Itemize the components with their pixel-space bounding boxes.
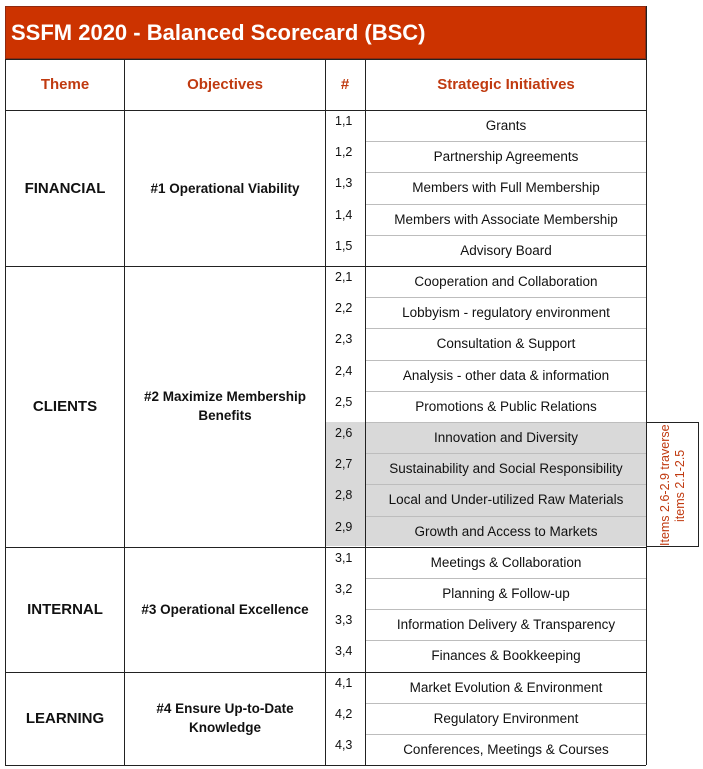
initiative-number: 3,4 bbox=[335, 644, 353, 659]
header-theme: Theme bbox=[40, 76, 90, 93]
initiative-label: Lobbyism - regulatory environment bbox=[402, 305, 610, 321]
initiative-number: 1,2 bbox=[335, 145, 353, 160]
row-divider bbox=[366, 453, 646, 454]
row-divider bbox=[366, 360, 646, 361]
theme-cell: LEARNING bbox=[25, 709, 105, 727]
initiative-label: Innovation and Diversity bbox=[433, 430, 579, 445]
initiative-number: 2,2 bbox=[335, 301, 353, 316]
row-divider bbox=[366, 640, 646, 641]
row-divider bbox=[366, 141, 646, 142]
initiative-label: Members with Full Membership bbox=[412, 180, 600, 196]
objective-cell: #1 Operational Viability bbox=[150, 180, 300, 196]
row-divider bbox=[366, 422, 646, 423]
initiative-label: Grants bbox=[485, 118, 527, 133]
row-divider bbox=[366, 328, 646, 329]
initiative-label: Partnership Agreements bbox=[433, 149, 579, 165]
row-divider bbox=[366, 204, 646, 205]
initiative-number: 4,1 bbox=[335, 675, 353, 690]
scorecard-title: SSFM 2020 - Balanced Scorecard (BSC) bbox=[5, 6, 646, 59]
column-border bbox=[365, 59, 366, 765]
column-border bbox=[325, 59, 326, 765]
theme-cell: FINANCIAL bbox=[24, 179, 106, 197]
initiative-number: 3,2 bbox=[335, 582, 353, 596]
initiative-number: 1,4 bbox=[335, 207, 353, 222]
initiative-label: Planning & Follow-up bbox=[442, 586, 570, 601]
initiative-label: Consultation & Support bbox=[436, 336, 576, 352]
row-divider bbox=[366, 172, 646, 173]
initiative-number: 1,1 bbox=[335, 114, 353, 128]
row-divider bbox=[366, 734, 646, 735]
initiative-number: 2,6 bbox=[335, 426, 353, 440]
row-divider bbox=[366, 609, 646, 610]
initiative-label: Growth and Access to Markets bbox=[414, 523, 598, 539]
initiative-label: Promotions & Public Relations bbox=[415, 398, 597, 414]
objective-cell: #2 Maximize Membership Benefits bbox=[143, 389, 307, 424]
side-note-box bbox=[646, 422, 699, 547]
objective-cell: #4 Ensure Up-to-Date Knowledge bbox=[156, 701, 294, 736]
theme-cell: CLIENTS bbox=[32, 397, 98, 415]
initiative-label: Advisory Board bbox=[460, 242, 552, 258]
initiative-number: 4,3 bbox=[335, 738, 353, 752]
initiative-label: Members with Associate Membership bbox=[394, 211, 618, 227]
row-divider bbox=[366, 516, 646, 517]
initiative-number: 2,3 bbox=[335, 332, 353, 347]
objective-cell: #3 Operational Excellence bbox=[141, 601, 309, 617]
initiative-number: 2,4 bbox=[335, 363, 353, 378]
initiative-number: 3,3 bbox=[335, 613, 353, 628]
header-strategic-initiatives: Strategic Initiatives bbox=[437, 76, 575, 93]
initiative-label: Conferences, Meetings & Courses bbox=[403, 742, 609, 757]
side-note-text: Items 2.6-2.9 traverse items 2.1-2.5 bbox=[657, 424, 687, 547]
initiative-label: Regulatory Environment bbox=[433, 710, 579, 726]
initiative-number: 2,7 bbox=[335, 457, 353, 472]
initiative-label: Finances & Bookkeeping bbox=[431, 648, 581, 664]
column-border bbox=[124, 59, 125, 765]
column-border bbox=[5, 59, 6, 765]
row-divider bbox=[366, 391, 646, 392]
column-border bbox=[646, 6, 647, 765]
row-divider bbox=[366, 703, 646, 704]
initiative-number: 2,1 bbox=[335, 270, 353, 284]
initiative-number: 3,1 bbox=[335, 550, 353, 565]
initiative-number: 4,2 bbox=[335, 706, 353, 721]
initiative-label: Market Evolution & Environment bbox=[409, 679, 603, 695]
initiative-label: Meetings & Collaboration bbox=[430, 554, 582, 570]
initiative-number: 2,8 bbox=[335, 488, 353, 503]
initiative-number: 1,5 bbox=[335, 238, 353, 253]
initiative-label: Information Delivery & Transparency bbox=[396, 617, 616, 633]
initiative-number: 2,9 bbox=[335, 519, 353, 534]
table-bottom-border bbox=[5, 765, 646, 766]
initiative-label: Cooperation and Collaboration bbox=[414, 274, 598, 289]
initiative-label: Sustainability and Social Responsibility bbox=[389, 461, 623, 477]
row-divider bbox=[366, 578, 646, 579]
initiative-label: Analysis - other data & information bbox=[402, 367, 610, 383]
header-objectives: Objectives bbox=[187, 76, 263, 93]
row-divider bbox=[366, 484, 646, 485]
initiative-label: Local and Under-utilized Raw Materials bbox=[388, 492, 624, 508]
initiative-number: 1,3 bbox=[335, 176, 353, 191]
row-divider bbox=[366, 297, 646, 298]
initiative-number: 2,5 bbox=[335, 394, 353, 409]
theme-cell: INTERNAL bbox=[27, 600, 103, 618]
row-divider bbox=[366, 235, 646, 236]
header-number: # bbox=[340, 76, 350, 93]
